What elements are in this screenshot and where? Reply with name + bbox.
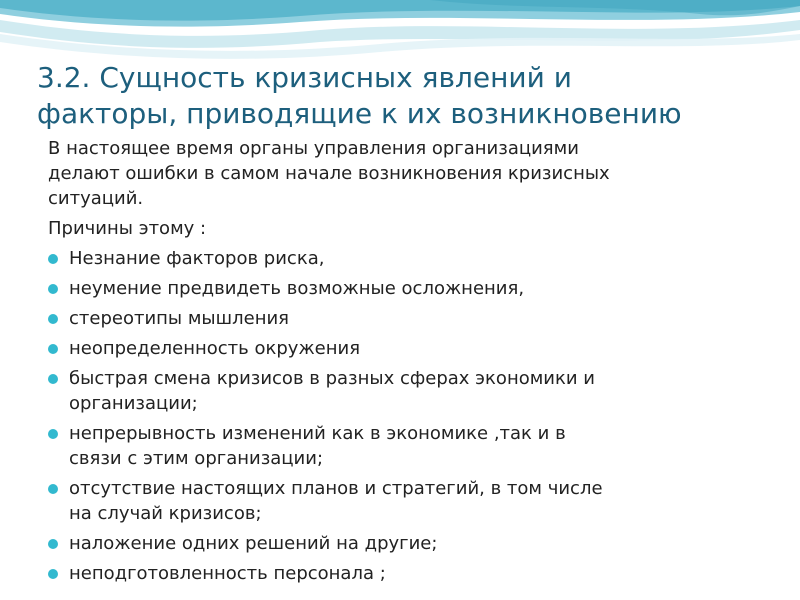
bullet-dot-icon xyxy=(48,569,58,579)
reasons-list xyxy=(48,246,778,586)
intro-line-1: В настоящее время органы управления организациями xyxy=(48,138,579,159)
bullet-dot-icon xyxy=(48,484,58,494)
list-item-text: неопределенность окружения xyxy=(69,338,361,359)
list-item-text: отсутствие настоящих планов и стратегий, в том числе xyxy=(69,478,603,499)
bullet-dot-icon xyxy=(48,374,58,384)
list-item-text: неумение предвидеть возможные осложнения, xyxy=(69,278,525,299)
list-item xyxy=(48,561,778,586)
bullet-dot-icon xyxy=(48,284,58,294)
list-item-text-continued: организации; xyxy=(69,393,198,414)
intro-line-2: делают ошибки в самом начале возникновения кризисных xyxy=(48,163,610,184)
list-item-text: Незнание факторов риска, xyxy=(69,248,325,269)
bullet-dot-icon xyxy=(48,539,58,549)
list-item xyxy=(48,246,778,271)
list-item-text-continued: на случай кризисов; xyxy=(69,503,262,524)
list-item-text-continued: связи с этим организации; xyxy=(69,448,324,469)
reasons-label: Причины этому : xyxy=(48,218,207,239)
list-item xyxy=(48,336,778,361)
list-item xyxy=(48,531,778,556)
list-item xyxy=(48,476,778,526)
intro-paragraph xyxy=(48,136,778,211)
list-item xyxy=(48,366,778,416)
list-item-text: наложение одних решений на другие; xyxy=(69,533,438,554)
bullet-dot-icon xyxy=(48,314,58,324)
list-item-text: стереотипы мышления xyxy=(69,308,289,329)
list-item xyxy=(48,276,778,301)
slide-body xyxy=(48,136,778,591)
list-item-text: неподготовленность персонала ; xyxy=(69,563,386,584)
bullet-dot-icon xyxy=(48,429,58,439)
list-item-text: непрерывность изменений как в экономике ,так и в xyxy=(69,423,566,444)
bullet-dot-icon xyxy=(48,254,58,264)
list-item xyxy=(48,306,778,331)
page-title xyxy=(37,60,787,132)
list-item xyxy=(48,421,778,471)
bullet-dot-icon xyxy=(48,344,58,354)
list-item-text: быстрая смена кризисов в разных сферах экономики и xyxy=(69,368,595,389)
title-line-1: 3.2. Сущность кризисных явлений и xyxy=(37,61,572,94)
title-line-2: факторы, приводящие к их возникновению xyxy=(37,97,682,130)
intro-line-3: ситуаций. xyxy=(48,188,144,209)
